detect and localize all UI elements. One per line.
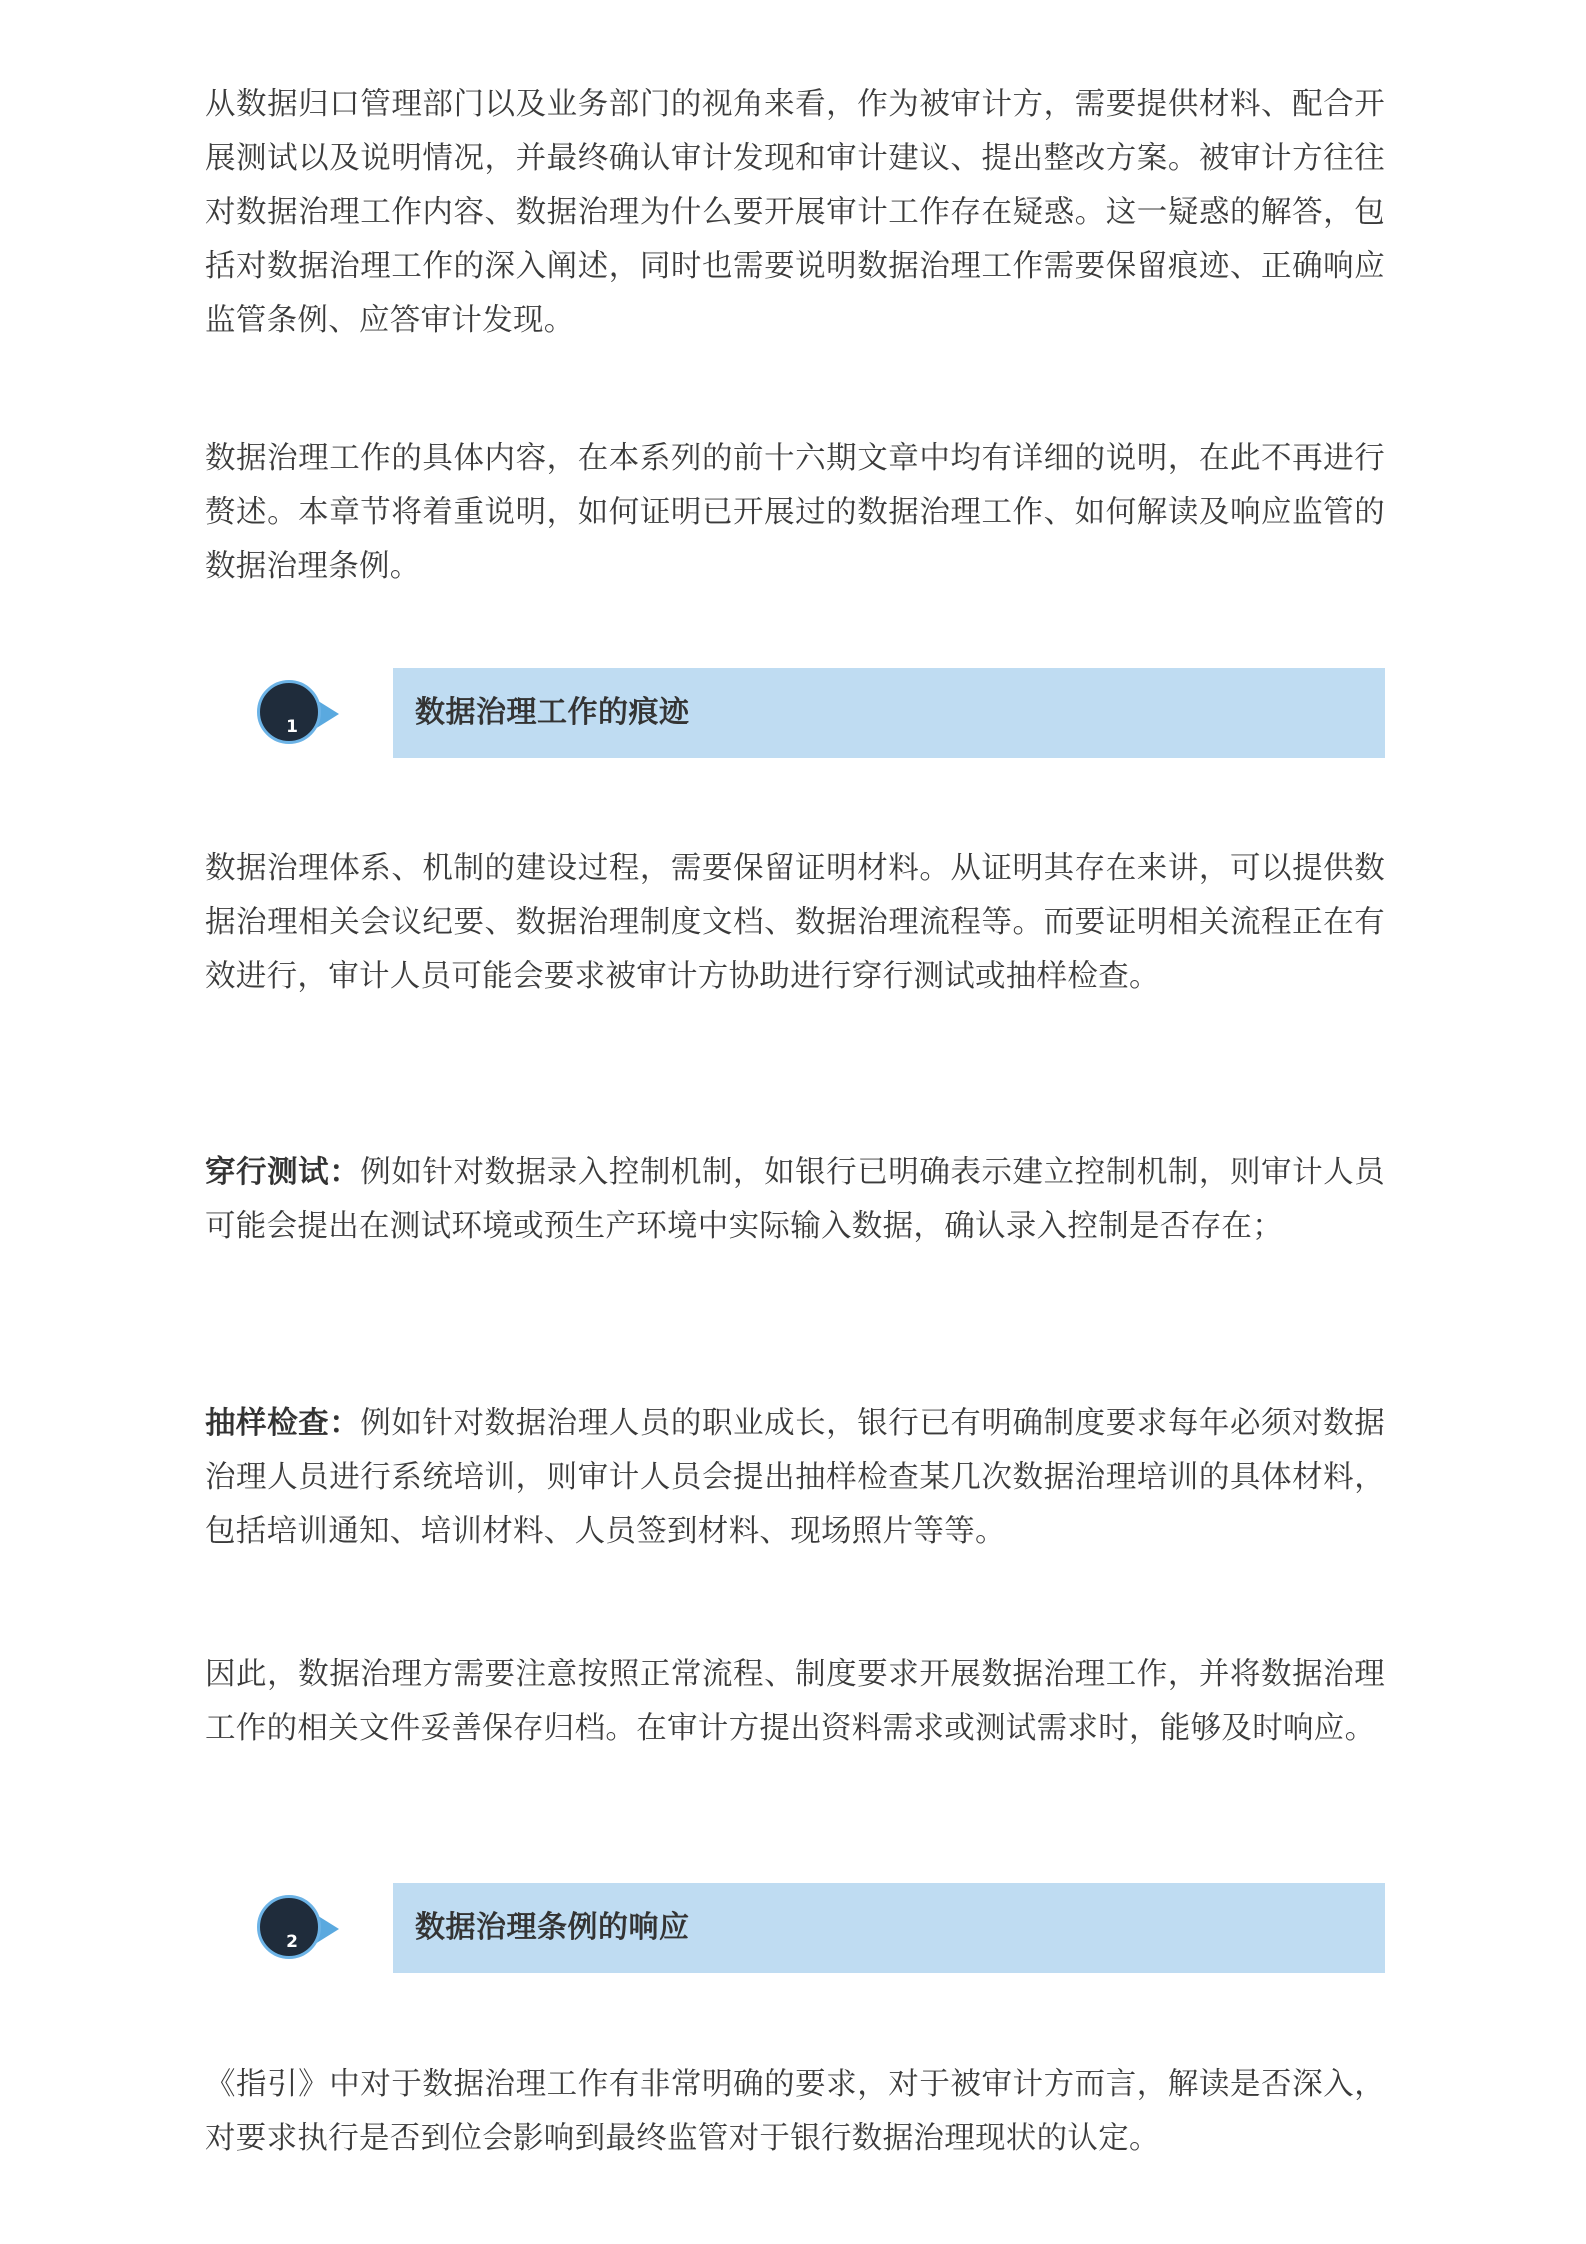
walkthrough-test-label: 穿行测试： <box>205 1155 361 1190</box>
section-header-2 <box>255 1883 1385 1978</box>
badge-circle-icon <box>257 680 321 744</box>
paragraph-sample-check <box>205 1397 1385 1559</box>
section-number: 1 <box>286 717 298 737</box>
section-number-badge <box>255 1893 345 1965</box>
paragraph-walkthrough-test <box>205 1146 1385 1254</box>
section-title: 数据治理条例的响应 <box>415 1910 690 1945</box>
paragraph-evidence-retention: 数据治理体系、机制的建设过程，需要保留证明材料。从证明其存在来讲，可以提供数据治理相关会议纪要、数据治理制度文档、数据治理流程等。而要证明相关流程正在有效进行，审计人员可能会要求被审计方协助进行穿行测试或抽样检查。 <box>205 851 1385 994</box>
paragraph-guideline-requirements: 《指引》中对于数据治理工作有非常明确的要求，对于被审计方而言，解读是否深入，对要求执行是否到位会影响到最终监管对于银行数据治理现状的认定。 <box>205 2067 1385 2156</box>
section-header-1 <box>255 668 1385 763</box>
sample-check-label: 抽样检查： <box>205 1406 361 1441</box>
section-title: 数据治理工作的痕迹 <box>415 695 690 730</box>
badge-circle-icon <box>257 1895 321 1959</box>
section-number: 2 <box>286 1932 298 1952</box>
walkthrough-test-text: 例如针对数据录入控制机制，如银行已明确表示建立控制机制，则审计人员可能会提出在测试环境或预生产环境中实际输入数据，确认录入控制是否存在； <box>205 1155 1385 1244</box>
paragraph-conclusion: 因此，数据治理方需要注意按照正常流程、制度要求开展数据治理工作，并将数据治理工作的相关文件妥善保存归档。在审计方提出资料需求或测试需求时，能够及时响应。 <box>205 1657 1385 1746</box>
paragraph-auditee-perspective: 从数据归口管理部门以及业务部门的视角来看，作为被审计方，需要提供材料、配合开展测试以及说明情况，并最终确认审计发现和审计建议、提出整改方案。被审计方往往对数据治理工作内容、数据治理为什么要开展审计工作存在疑惑。这一疑惑的解答，包括对数据治理工作的深入阐述，同时也需要说明数据治理工作需要保留痕迹、正确响应监管条例、应答审计发现。 <box>205 87 1385 338</box>
paragraph-chapter-intro: 数据治理工作的具体内容，在本系列的前十六期文章中均有详细的说明，在此不再进行赘述。本章节将着重说明，如何证明已开展过的数据治理工作、如何解读及响应监管的数据治理条例。 <box>205 441 1385 584</box>
section-number-badge <box>255 678 345 750</box>
sample-check-text: 例如针对数据治理人员的职业成长，银行已有明确制度要求每年必须对数据治理人员进行系统培训，则审计人员会提出抽样检查某几次数据治理培训的具体材料，包括培训通知、培训材料、人员签到材料、现场照片等等。 <box>205 1406 1385 1549</box>
